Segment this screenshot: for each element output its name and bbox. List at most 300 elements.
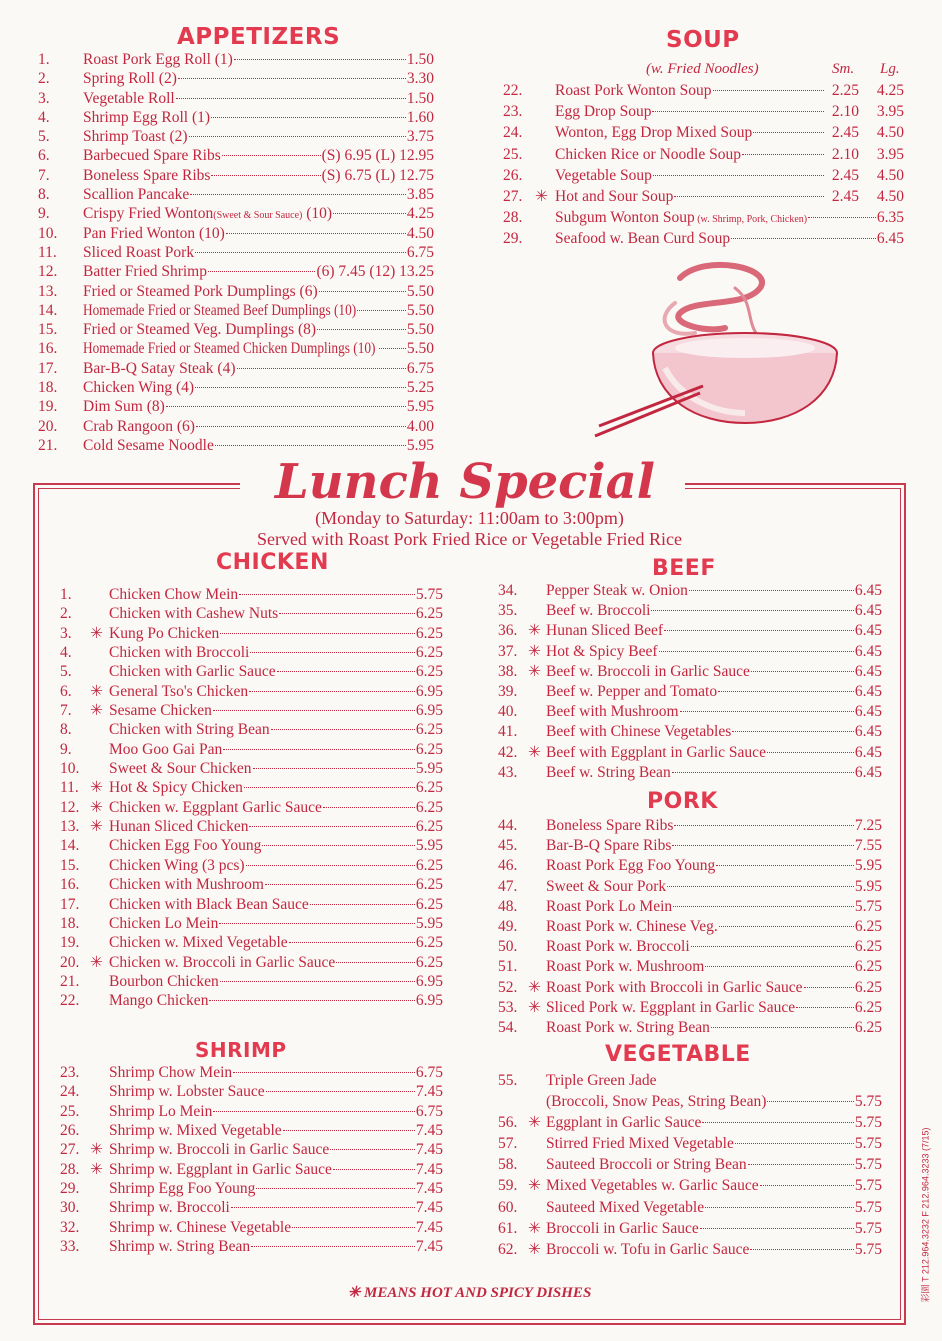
item-number: 3. — [38, 89, 50, 107]
item-name-text: Hunan Sliced Chicken — [109, 818, 249, 836]
item-name — [546, 1018, 710, 1038]
item-name — [109, 914, 218, 933]
item-number: 38. — [498, 662, 518, 680]
item-number: 39. — [498, 682, 518, 700]
item-name — [546, 1133, 734, 1154]
item-name — [109, 1179, 255, 1198]
item-number: 48. — [498, 897, 518, 915]
dot-leader — [279, 613, 415, 614]
item-number: 45. — [498, 837, 518, 855]
item-name-text: Shrimp w. Broccoli — [109, 1199, 230, 1217]
item-name-text: Egg Drop Soup — [555, 103, 652, 121]
item-name — [109, 1063, 232, 1082]
dot-leader — [804, 987, 854, 988]
item-number: 27. — [503, 187, 523, 205]
item-name — [555, 80, 712, 101]
spicy-icon: ✳ — [90, 624, 103, 642]
item-price: (6) 7.45 (12) 13.25 — [316, 263, 434, 281]
dot-leader — [220, 981, 415, 982]
menu-item — [38, 262, 434, 281]
dot-leader — [379, 348, 406, 349]
spicy-icon: ✳ — [528, 662, 541, 680]
menu-item — [60, 682, 443, 701]
dot-leader — [333, 1169, 415, 1170]
lunch-special-title: Lunch Special — [275, 454, 655, 510]
item-name — [109, 759, 252, 778]
dot-leader — [336, 962, 415, 963]
item-name — [546, 836, 671, 856]
item-name — [83, 243, 194, 262]
item-number: 46. — [498, 857, 518, 875]
dot-leader — [767, 752, 854, 753]
dot-leader — [211, 175, 320, 176]
item-name — [546, 937, 690, 957]
item-price: 7.45 — [415, 1122, 443, 1140]
item-name — [546, 722, 731, 742]
menu-item — [38, 243, 434, 262]
appetizers-list — [38, 50, 434, 455]
item-note: (w. Shrimp, Pork, Chicken) — [694, 214, 808, 226]
item-name — [109, 682, 248, 701]
dot-leader — [672, 845, 853, 846]
item-price: 5.75 — [415, 586, 443, 603]
menu-item — [38, 127, 434, 146]
item-name — [109, 856, 245, 875]
item-name — [546, 957, 704, 977]
item-name-text: Roast Pork Egg Roll (1) — [83, 51, 233, 68]
dot-leader — [719, 926, 854, 927]
shrimp-title: SHRIMP — [195, 1038, 287, 1062]
dot-leader — [283, 1130, 415, 1131]
dot-leader — [223, 749, 415, 750]
item-name-text: Wonton, Egg Drop Mixed Soup — [555, 124, 753, 142]
menu-item — [498, 978, 882, 998]
menu-item — [60, 759, 443, 778]
menu-item — [498, 1239, 882, 1260]
item-price: 3.30 — [406, 70, 434, 88]
item-number: 47. — [498, 877, 518, 895]
dot-leader — [251, 1246, 415, 1247]
spicy-icon: ✳ — [90, 779, 103, 797]
dot-leader — [808, 217, 876, 218]
menu-item — [38, 166, 434, 185]
item-name — [83, 262, 207, 281]
item-name — [83, 89, 175, 108]
item-name — [546, 702, 679, 722]
item-name — [83, 320, 316, 339]
item-name-text: Sliced Pork w. Eggplant in Garlic Sauce — [546, 998, 796, 1016]
beef-list — [498, 581, 882, 783]
item-number: 36. — [498, 622, 518, 640]
item-name — [109, 1082, 265, 1101]
spicy-icon: ✳ — [535, 187, 548, 205]
item-price: 6.45 — [854, 743, 882, 761]
dot-leader — [220, 633, 415, 634]
item-number: 6. — [38, 147, 50, 165]
item-name — [83, 204, 332, 223]
pork-title: PORK — [647, 789, 718, 814]
spicy-icon: ✳ — [90, 818, 103, 836]
menu-item — [60, 1121, 443, 1140]
item-name — [83, 417, 195, 436]
item-name-text: Sauteed Broccoli or String Bean — [546, 1156, 747, 1174]
item-number: 2. — [38, 70, 50, 88]
menu-item — [60, 585, 443, 604]
spicy-icon: ✳ — [528, 622, 541, 640]
item-name — [546, 1197, 704, 1218]
item-number: 6. — [60, 682, 72, 700]
menu-item — [38, 282, 434, 301]
item-name-text: Chicken with Mushroom — [109, 876, 264, 894]
item-number: 58. — [498, 1156, 518, 1174]
menu-item — [498, 917, 882, 937]
item-price: 6.25 — [415, 953, 443, 971]
item-number: 52. — [498, 978, 518, 996]
item-price: 6.25 — [854, 1018, 882, 1036]
item-price: 6.25 — [415, 895, 443, 913]
price-large: 4.50 — [876, 187, 904, 205]
item-number: 26. — [503, 166, 523, 184]
item-name — [109, 991, 208, 1010]
menu-item — [60, 836, 443, 855]
item-name — [109, 1121, 282, 1140]
item-name — [83, 436, 214, 455]
item-price: 5.25 — [406, 379, 434, 397]
menu-item — [60, 778, 443, 797]
item-price: 5.75 — [854, 1114, 882, 1132]
item-price: 5.95 — [415, 914, 443, 932]
spicy-icon: ✳ — [90, 1160, 103, 1178]
item-price: 1.50 — [406, 51, 434, 68]
item-name — [546, 1175, 759, 1196]
item-name-text: Mixed Vegetables w. Garlic Sauce — [546, 1177, 759, 1195]
item-name-text: Shrimp Chow Mein — [109, 1064, 233, 1081]
item-name-text: (Broccoli, Snow Peas, String Bean) — [546, 1093, 767, 1111]
dot-leader — [753, 132, 824, 133]
item-name — [83, 397, 165, 416]
item-name-text: Shrimp Toast (2) — [83, 128, 188, 146]
menu-item — [60, 740, 443, 759]
item-name-text: Subgum Wonton Soup — [555, 209, 695, 227]
lunch-hours: (Monday to Saturday: 11:00am to 3:00pm) — [315, 508, 624, 528]
item-name-text: Dim Sum (8) — [83, 398, 165, 416]
item-number: 43. — [498, 763, 518, 781]
spicy-icon: ✳ — [90, 682, 103, 700]
item-name-text: Homemade Fried or Steamed Chicken Dumplings (10) — [83, 340, 376, 358]
dot-leader — [317, 329, 406, 330]
menu-item — [38, 89, 434, 108]
item-name-text: Bar-B-Q Satay Steak (4) — [83, 359, 236, 377]
item-name-text: Sesame Chicken — [109, 702, 212, 720]
menu-item — [38, 224, 434, 243]
item-name — [555, 101, 651, 122]
item-price: 5.95 — [415, 760, 443, 778]
item-name-text: Beef w. Broccoli — [546, 602, 651, 620]
item-number: 57. — [498, 1135, 518, 1153]
dot-leader — [748, 1164, 854, 1165]
item-number: 7. — [38, 166, 50, 184]
item-name-text: Kung Po Chicken — [109, 624, 220, 642]
spicy-icon: ✳ — [528, 978, 541, 996]
item-number: 12. — [38, 263, 58, 281]
dot-leader — [716, 865, 854, 866]
dot-leader — [705, 966, 854, 967]
item-number: 19. — [60, 934, 80, 952]
item-name — [546, 642, 658, 662]
item-price: 6.25 — [415, 624, 443, 642]
item-name-text: Barbecued Spare Ribs — [83, 147, 221, 165]
item-name-text: Roast Pork w. Broccoli — [546, 938, 690, 956]
item-name — [109, 1102, 212, 1121]
menu-item — [38, 359, 434, 378]
item-number: 16. — [60, 876, 80, 894]
menu-item — [60, 624, 443, 643]
dot-leader — [239, 594, 415, 595]
item-name-text: Shrimp Lo Mein — [109, 1102, 213, 1120]
item-name-text: Roast Pork Lo Mein — [546, 897, 673, 915]
item-price: 6.25 — [854, 958, 882, 976]
menu-item — [60, 1237, 443, 1256]
menu-item — [498, 662, 882, 682]
menu-item — [38, 417, 434, 436]
dot-leader — [246, 865, 415, 866]
item-number: 50. — [498, 938, 518, 956]
item-name — [109, 836, 261, 855]
price-large: 6.45 — [876, 230, 904, 248]
item-name-text: Broccoli w. Tofu in Garlic Sauce — [546, 1240, 750, 1258]
item-number: 14. — [38, 301, 58, 319]
price-small: 2.25 — [831, 82, 859, 99]
dot-leader — [277, 671, 415, 672]
dot-leader — [751, 671, 854, 672]
item-price: 6.95 — [415, 702, 443, 720]
menu-item — [38, 320, 434, 339]
item-price: 6.25 — [415, 721, 443, 739]
item-price: 6.45 — [854, 642, 882, 660]
chicken-title: CHICKEN — [216, 550, 329, 575]
item-price: 7.45 — [415, 1199, 443, 1217]
item-number: 56. — [498, 1114, 518, 1132]
item-number: 13. — [60, 818, 80, 836]
menu-item — [60, 1102, 443, 1121]
item-name-text: Sauteed Mixed Vegetable — [546, 1198, 705, 1216]
item-name — [83, 108, 210, 127]
price-small: 2.45 — [831, 124, 859, 142]
item-price: 3.85 — [406, 186, 434, 204]
menu-item — [38, 397, 434, 416]
dot-leader — [711, 1027, 854, 1028]
dot-leader — [178, 78, 406, 79]
item-name — [83, 378, 194, 397]
item-number: 61. — [498, 1219, 518, 1237]
item-number: 22. — [503, 82, 523, 99]
price-large: 4.50 — [876, 166, 904, 184]
dot-leader — [166, 406, 406, 407]
dot-leader — [292, 1227, 415, 1228]
item-number: 42. — [498, 743, 518, 761]
item-name — [109, 701, 212, 720]
item-price: 5.50 — [406, 340, 434, 358]
item-number: 9. — [38, 205, 50, 223]
item-name — [546, 682, 717, 702]
item-name-text: Roast Pork w. Chinese Veg. — [546, 917, 718, 935]
menu-item — [38, 436, 434, 455]
price-small: 2.45 — [831, 166, 859, 184]
menu-item — [498, 1154, 882, 1175]
item-name — [546, 743, 766, 763]
price-large: 4.25 — [876, 82, 904, 99]
item-name-text: Mango Chicken — [109, 992, 209, 1010]
item-price: 3.75 — [406, 128, 434, 146]
menu-item — [38, 301, 434, 320]
item-name-text: Triple Green Jade — [546, 1072, 657, 1089]
menu-item — [38, 69, 434, 88]
item-name-text: Cold Sesame Noodle — [83, 436, 214, 454]
menu-item — [503, 186, 904, 207]
dot-leader — [209, 1000, 414, 1001]
item-name-text: Broccoli in Garlic Sauce — [546, 1219, 699, 1237]
item-name — [109, 1160, 332, 1179]
item-price: 5.75 — [854, 1093, 882, 1111]
item-name-text: Chicken with Cashew Nuts — [109, 605, 279, 623]
item-price: 6.25 — [415, 605, 443, 623]
item-name — [546, 1091, 766, 1112]
item-name-text: Batter Fried Shrimp — [83, 263, 207, 281]
item-name-text: Seafood w. Bean Curd Soup — [555, 230, 731, 248]
item-name-text: Chicken with Garlic Sauce — [109, 663, 276, 681]
item-name — [109, 662, 276, 681]
dot-leader — [289, 942, 415, 943]
item-number: 44. — [498, 817, 518, 834]
item-price: 5.75 — [854, 1198, 882, 1216]
item-price: 7.45 — [415, 1238, 443, 1256]
menu-item — [503, 165, 904, 186]
menu-item — [498, 998, 882, 1018]
item-price: 7.55 — [854, 837, 882, 855]
menu-item — [60, 953, 443, 972]
dot-leader — [742, 154, 824, 155]
dot-leader — [249, 691, 415, 692]
item-name-text: General Tso's Chicken — [109, 682, 249, 700]
item-price: 6.45 — [854, 682, 882, 700]
lunch-served-with: Served with Roast Pork Fried Rice or Vegetable Fried Rice — [256, 529, 683, 549]
item-price: 5.75 — [854, 1219, 882, 1237]
item-name — [83, 359, 236, 378]
item-number: 40. — [498, 703, 518, 721]
item-name — [109, 720, 270, 739]
item-number: 41. — [498, 723, 518, 741]
item-name-text: Bar-B-Q Spare Ribs — [546, 837, 672, 855]
spicy-icon: ✳ — [528, 998, 541, 1016]
item-name — [109, 875, 264, 894]
spicy-icon: ✳ — [90, 798, 103, 816]
item-name-text: Shrimp w. String Bean — [109, 1238, 251, 1256]
menu-item — [498, 1133, 882, 1154]
price-large: 4.50 — [876, 124, 904, 142]
item-name-text: Shrimp w. Chinese Vegetable — [109, 1218, 292, 1236]
item-number: 8. — [38, 186, 50, 204]
item-name — [546, 816, 673, 836]
item-name-text: Beef with Chinese Vegetables — [546, 723, 732, 741]
spicy-icon: ✳ — [528, 743, 541, 761]
menu-item — [503, 228, 904, 249]
item-name — [109, 778, 243, 797]
item-price: 7.45 — [415, 1160, 443, 1178]
dot-leader — [271, 729, 415, 730]
item-name-text: Shrimp w. Broccoli in Garlic Sauce — [109, 1141, 330, 1159]
chicken-list — [60, 585, 443, 1011]
item-price: 6.25 — [415, 663, 443, 681]
item-price: 5.50 — [406, 282, 434, 300]
item-name-text: Roast Pork Wonton Soup — [555, 82, 712, 99]
item-name-text: Sweet & Sour Pork — [546, 877, 667, 895]
dot-leader — [674, 825, 853, 826]
item-number: 17. — [60, 895, 80, 913]
item-name-text: Boneless Spare Ribs — [546, 817, 674, 834]
menu-item — [60, 991, 443, 1010]
menu-item — [60, 604, 443, 623]
item-name — [109, 1218, 291, 1237]
item-number: 18. — [38, 379, 58, 397]
item-number: 25. — [60, 1102, 80, 1120]
item-name — [546, 917, 718, 937]
item-name — [109, 1237, 250, 1256]
soup-title: SOUP — [666, 27, 740, 53]
item-name-text: Sweet & Sour Chicken — [109, 760, 252, 778]
item-name — [109, 740, 222, 759]
dot-leader — [226, 233, 406, 234]
item-number: 10. — [60, 760, 80, 778]
item-name-text: Beef w. String Bean — [546, 763, 671, 781]
dot-leader — [213, 1111, 415, 1112]
item-price: 6.75 — [406, 359, 434, 377]
dot-leader — [664, 630, 854, 631]
item-name — [546, 1070, 656, 1091]
item-name — [83, 166, 210, 185]
item-name-text: Bourbon Chicken — [109, 972, 219, 990]
menu-item — [60, 701, 443, 720]
item-name-suffix: (10) — [302, 205, 333, 223]
item-name — [109, 817, 248, 836]
item-price: 6.25 — [415, 876, 443, 894]
menu-item — [60, 662, 443, 681]
dot-leader — [249, 826, 414, 827]
dot-leader — [653, 175, 824, 176]
item-number: 30. — [60, 1199, 80, 1217]
item-number: 29. — [503, 230, 523, 248]
menu-item — [498, 1175, 882, 1196]
item-number: 15. — [38, 321, 58, 339]
dot-leader — [244, 787, 415, 788]
item-number: 33. — [60, 1238, 80, 1256]
item-number: 19. — [38, 398, 58, 416]
item-price: 6.45 — [854, 662, 882, 680]
dot-leader — [195, 387, 406, 388]
item-number: 17. — [38, 359, 58, 377]
dot-leader — [265, 884, 415, 885]
item-name — [546, 897, 672, 917]
item-number: 2. — [60, 605, 72, 623]
item-name — [546, 877, 666, 897]
item-name — [546, 1239, 749, 1260]
item-price: 6.75 — [406, 243, 434, 261]
menu-item — [38, 378, 434, 397]
dot-leader — [672, 772, 854, 773]
dot-leader — [219, 923, 415, 924]
beef-title: BEEF — [652, 556, 716, 581]
price-large: 6.35 — [876, 209, 904, 227]
hot-spicy-legend: ✳ MEANS HOT AND SPICY DISHES — [347, 1285, 592, 1301]
